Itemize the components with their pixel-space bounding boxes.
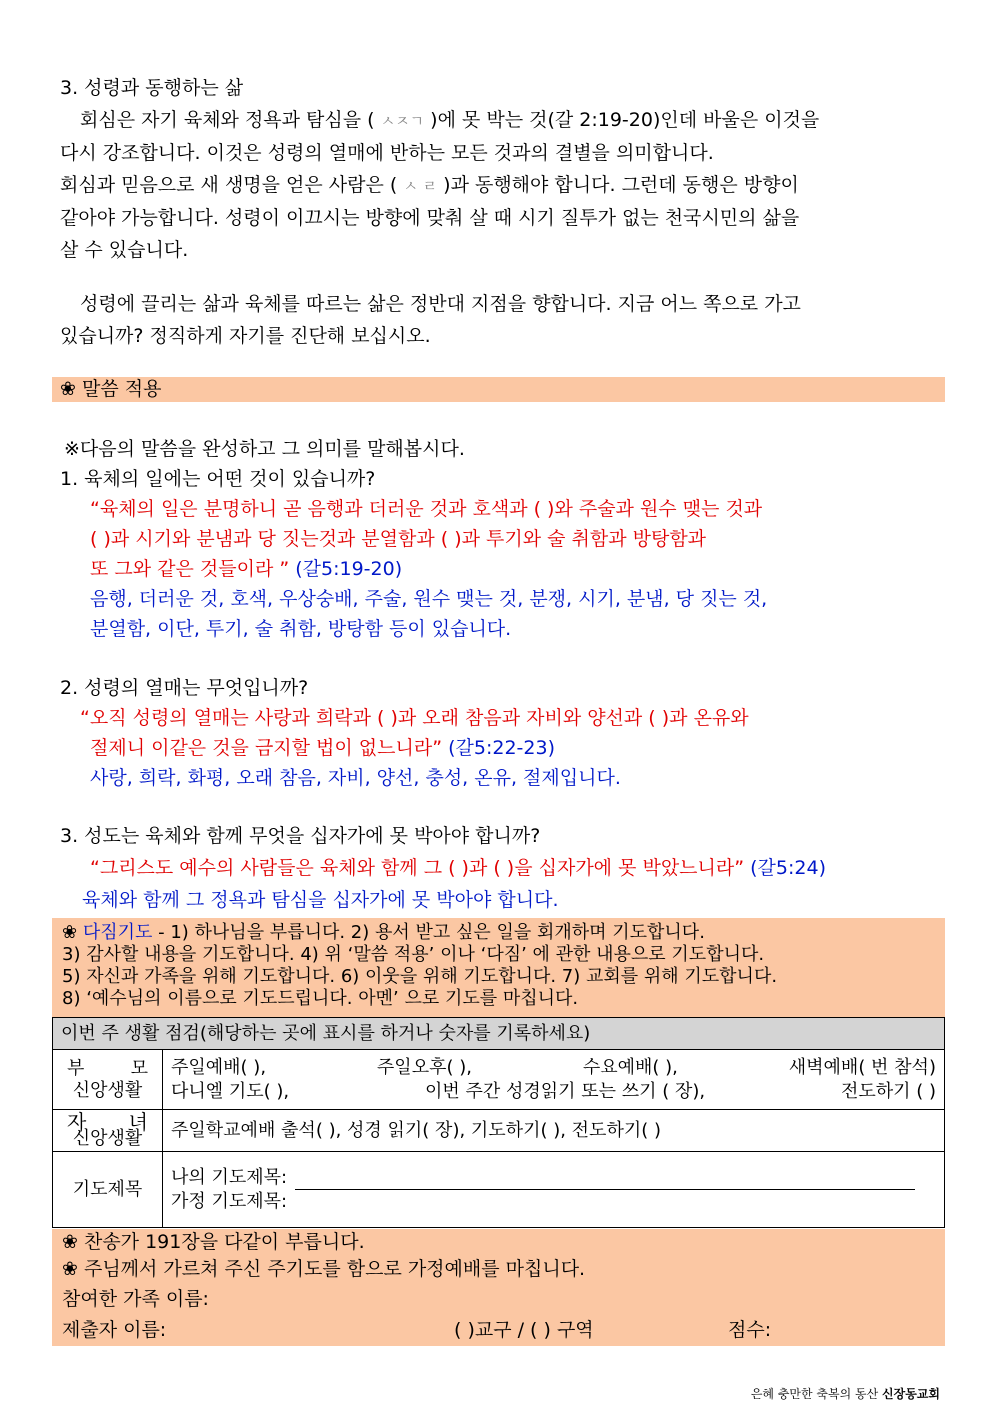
district-field[interactable]: ( )교구 / ( ) 구역 (454, 1319, 594, 1341)
verse-line: “육체의 일은 분명하니 곧 음행과 더러운 것과 호색과 ( )와 주술과 원수 맺는 것과 (90, 498, 763, 520)
footer-motto: 은혜 충만한 축복의 동산 (750, 1387, 879, 1401)
prayer-line: 8) ‘예수님의 이름으로 기도드립니다. 아멘’ 으로 기도를 마칩니다. (62, 988, 579, 1009)
parent-line-1: 주일예배( ), 주일오후( ), 수요예배( ), 새벽예배( 번 참석) (171, 1056, 936, 1078)
prayer-line: 5) 자신과 가족을 위해 기도합니다. 6) 이웃을 위해 기도합니다. 7) 교회를 위해 기도합니다. (62, 966, 778, 987)
closing-line: ❀ 찬송가 191장을 다같이 부릅니다. (62, 1231, 365, 1253)
flower-icon: ❀ (62, 1258, 78, 1280)
my-prayer-topic: 나의 기도제목: (171, 1166, 936, 1190)
apply-questions (60, 434, 938, 644)
submitter-label: 제출자 이름: (62, 1319, 167, 1341)
section-3-line: 회심과 믿음으로 새 생명을 얻은 사람은 ( ㅅ ㄹ )과 동행해야 합니다. 그런데 동행은 방향이 (60, 174, 799, 196)
prayer-block (52, 918, 945, 1017)
flower-icon: ❀ (60, 378, 76, 400)
family-names-label: 참여한 가족 이름: (62, 1288, 209, 1310)
apply-intro: ※다음의 말씀을 완성하고 그 의미를 말해봅시다. (64, 438, 465, 460)
question-2: 2. 성령의 열매는 무엇입니까? (60, 677, 309, 699)
section-3-line: 성령에 끌리는 삶과 육체를 따르는 삶은 정반대 지점을 향합니다. 지금 어느 쪽으로 가고 (80, 293, 801, 315)
closing-line: ❀ 주님께서 가르쳐 주신 주기도를 함으로 가정예배를 마칩니다. (62, 1258, 586, 1280)
flower-icon: ❀ (62, 1231, 78, 1253)
flower-icon: ❀ (62, 922, 78, 943)
weekly-checklist (52, 1017, 945, 1228)
answer-line: 분열함, 이단, 투기, 술 취함, 방탕함 등이 있습니다. (90, 618, 512, 640)
family-prayer-topic: 가정 기도제목: (171, 1190, 288, 1212)
verse-reference: (갈5:24) (750, 857, 826, 879)
verse-line: “그리스도 예수의 사람들은 육체와 함께 그 ( )과 ( )을 십자가에 못 박았느니라” (갈5:24) (90, 857, 826, 879)
footer (751, 1385, 940, 1402)
parent-checklist[interactable] (163, 1050, 945, 1110)
apply-bar-label: 말씀 적용 (81, 378, 162, 400)
section-3-line: 같아야 가능합니다. 성령이 이끄시는 방향에 맞춰 살 때 시기 질투가 없는 천국시민의 삶을 (60, 207, 800, 229)
verse-line: 또 그와 같은 것들이라 ” (갈5:19-20) (90, 558, 403, 580)
prayer-topic-label: 기도제목 (53, 1152, 163, 1228)
question-3-block (60, 820, 938, 916)
section-3-line: 회심은 자기 육체와 정욕과 탐심을 ( ㅅㅈㄱ )에 못 박는 것(갈 2:19-20)인데 바울은 이것을 (80, 109, 820, 131)
prayer-topic-cell[interactable] (163, 1152, 945, 1228)
question-2-body (60, 703, 938, 793)
checklist-header: 이번 주 생활 점검(해당하는 곳에 표시를 하거나 숫자를 기록하세요) (53, 1018, 945, 1050)
church-name: 신장동교회 (882, 1387, 940, 1401)
apply-bar (52, 377, 945, 402)
score-label: 점수: (728, 1319, 772, 1341)
prayer-title: 다짐기도 (82, 922, 153, 943)
question-3: 3. 성도는 육체와 함께 무엇을 십자가에 못 박아야 합니까? (60, 825, 541, 847)
section-3-line: 다시 강조합니다. 이것은 성령의 열매에 반하는 모든 것과의 결별을 의미합니다. (60, 142, 714, 164)
section-3-line: 살 수 있습니다. (60, 239, 189, 261)
question-1-body (60, 494, 938, 644)
question-2-block (60, 673, 938, 793)
child-label: 자 녀 신앙생활 (53, 1110, 163, 1152)
child-checklist[interactable]: 주일학교예배 출석( ), 성경 읽기( 장), 기도하기( ), 전도하기( ) (163, 1110, 945, 1152)
prayer-text (62, 922, 935, 1010)
answer-line: 사랑, 희락, 화평, 오래 참음, 자비, 양선, 충성, 온유, 절제입니다. (90, 767, 621, 789)
verse-reference: (갈5:19-20) (295, 558, 403, 580)
my-prayer-topic-field[interactable] (295, 1172, 915, 1190)
verse-line: ( )과 시기와 분냄과 당 짓는것과 분열함과 ( )과 투기와 술 취함과 방탕함과 (90, 528, 707, 550)
closing-block (52, 1229, 945, 1346)
parent-label: 부 모 신앙생활 (53, 1050, 163, 1110)
answer-line: 육체와 함께 그 정욕과 탐심을 십자가에 못 박아야 합니다. (82, 889, 559, 911)
verse-line: “오직 성령의 열매는 사랑과 희락과 ( )과 오래 참음과 자비와 양선과 ( )과 온유와 (80, 707, 749, 729)
answer-line: 음행, 더러운 것, 호색, 우상숭배, 주술, 원수 맺는 것, 분쟁, 시기, 분냄, 당 짓는 것, (90, 588, 768, 610)
submitter-row (62, 1315, 935, 1345)
verse-reference: (갈5:22-23) (448, 737, 555, 759)
verse-line: 절제니 이같은 것을 금지할 법이 없느니라” (갈5:22-23) (90, 737, 555, 759)
section-3-line: 있습니까? 정직하게 자기를 진단해 보십시오. (60, 325, 431, 347)
prayer-line: 3) 감사할 내용을 기도합니다. 4) 위 ‘말씀 적용’ 이나 ‘다짐’ 에 관한 내용으로 기도합니다. (62, 944, 765, 965)
section-3 (60, 72, 938, 352)
section-3-title: 3. 성령과 동행하는 삶 (60, 77, 244, 99)
parent-line-2: 다니엘 기도( ), 이번 주간 성경읽기 또는 쓰기 ( 장), 전도하기 ( ) (171, 1080, 936, 1102)
prayer-line: ❀ 다짐기도 - 1) 하나님을 부릅니다. 2) 용서 받고 싶은 일을 회개하며 기도합니다. (62, 922, 705, 943)
question-1: 1. 육체의 일에는 어떤 것이 있습니까? (60, 468, 376, 490)
